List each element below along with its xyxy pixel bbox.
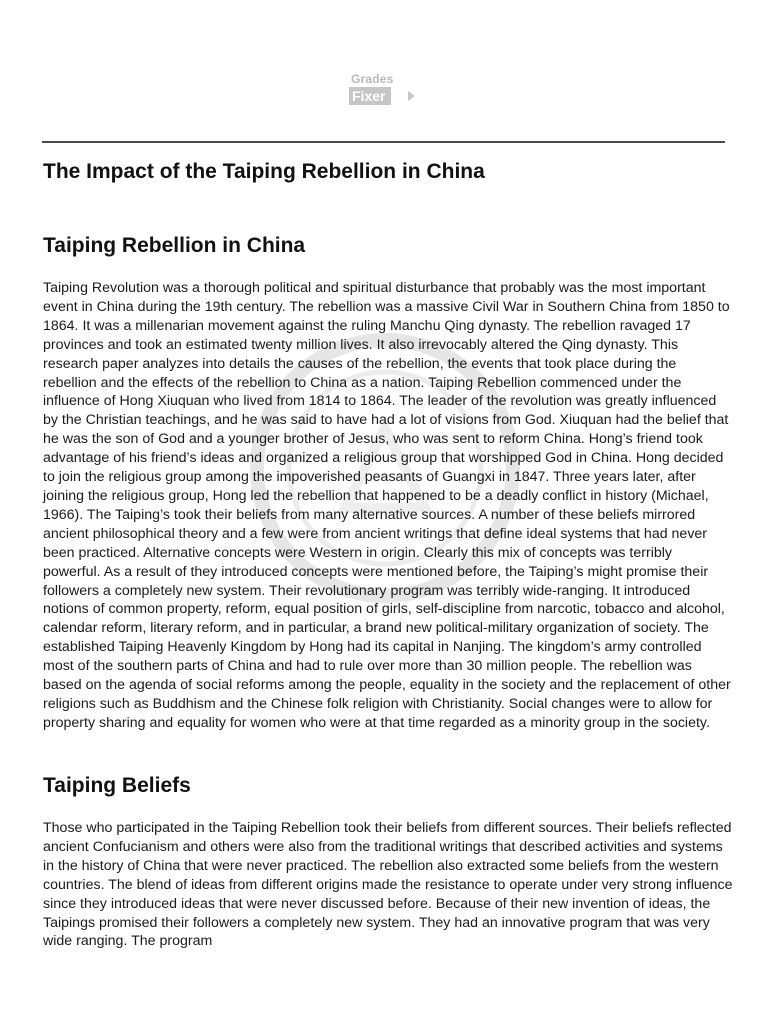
document-title: The Impact of the Taiping Rebellion in China <box>43 160 485 183</box>
gradesfixer-logo[interactable] <box>349 72 421 108</box>
logo-top-text: Grades <box>351 72 394 86</box>
section-heading: Taiping Beliefs <box>43 774 191 797</box>
logo-box-text: Fixer <box>349 87 391 105</box>
section-paragraph: Those who participated in the Taiping Rebellion took their beliefs from different sources. Their beliefs reflected ancient Confucianism and others were also from the traditional writings that described activities and systems in the history of China that were never practiced. The rebellion also extracted some beliefs from the western countries. The blend of ideas from different origins made the resistance to operate under very strong influence since they introduced ideas that were never discussed before. Because of their new invention of ideas, the Taipings promised their followers a completely new system. They had an innovative program that was very wide ranging. The program <box>43 820 733 950</box>
section-paragraph: Taiping Revolution was a thorough political and spiritual disturbance that probably was the most important event in China during the 19th century. The rebellion was a massive Civil War in Southern China from 1850 to 1864. It was a millenarian movement against the ruling Manchu Qing dynasty. The rebellion ravaged 17 provinces and took an estimated twenty million lives. It also irrevocably altered the Qing dynasty. This research paper analyzes into details the causes of the rebellion, the events that took place during the rebellion and the effects of the rebellion to China as a nation. Taiping Rebellion commenced under the influence of Hong Xiuquan who lived from 1814 to 1864. The leader of the revolution was greatly influenced by the Christian teachings, and he was said to have had a lot of visions from God. Xiuquan had the belief that he was the son of God and a younger brother of Jesus, who was sent to reform China. Hong’s friend took advantage of his friend’s ideas and organized a religious group that worshipped God in China. Hong decided to join the religious group among the impoverished peasants of Guangxi in 1847. Three years later, after joining the religious group, Hong led the rebellion that happened to be a deadly conflict in history (Michael, 1966). The Taiping’s took their beliefs from many alternative sources. A number of these beliefs mirrored ancient philosophical theory and a few were from ancient writings that define ideal systems that had never been practiced. Alternative concepts were Western in origin. Clearly this mix of concepts was terribly powerful. As a result of they introduced concepts were mentioned before, the Taiping’s might promise their followers a completely new system. Their revolutionary program was terribly wide-ranging. It introduced notions of common property, reform, equal position of girls, self-discipline from narcotic, tobacco and alcohol, calendar reform, literary reform, and in particular, a brand new political-military organization of society. The established Taiping Heavenly Kingdom by Hong had its capital in Nanjing. The kingdom’s army controlled most of the southern parts of China and had to rule over more than 30 million people. The rebellion was based on the agenda of social reforms among the people, equality in the society and the replacement of other religions such as Buddhism and the Chinese folk religion with Christianity. Social changes were to allow for property sharing and equality for women who were at that time regarded as a minority group in the society. <box>43 280 731 731</box>
header-divider <box>42 141 725 143</box>
logo-arrow-icon <box>408 91 415 101</box>
section-heading: Taiping Rebellion in China <box>43 234 306 257</box>
